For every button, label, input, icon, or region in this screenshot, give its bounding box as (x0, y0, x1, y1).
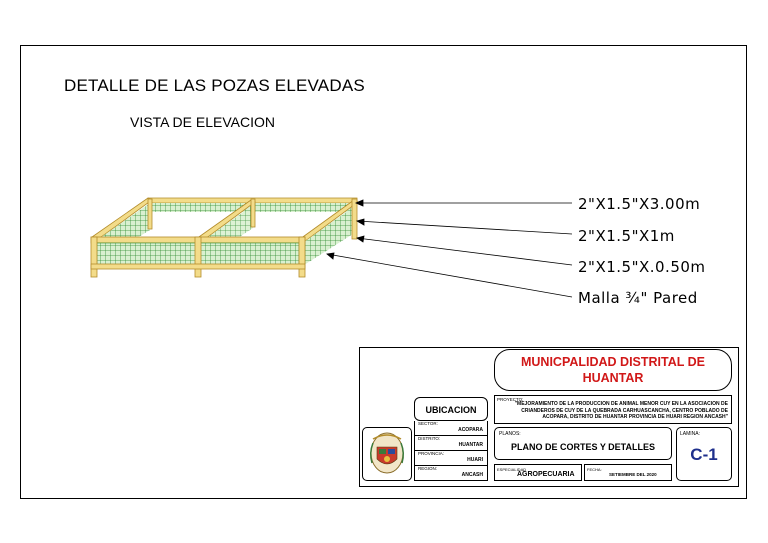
provincia-key: PROVINCIA: (418, 451, 445, 456)
location-region (414, 466, 488, 481)
planos-box (494, 427, 672, 460)
lamina-box (676, 427, 732, 481)
lamina-value: C-1 (690, 445, 718, 464)
distrito-key: DISTRITO: (418, 436, 441, 441)
seal-frame (362, 427, 412, 481)
pen-structure (91, 198, 358, 277)
project-box (494, 395, 732, 424)
distrito-value: HUANTAR (458, 442, 483, 448)
callout-leaders (327, 200, 572, 297)
callout-label-rail-3m: 2"X1.5"X3.00m (578, 195, 701, 213)
ubicacion-header: UBICACION (414, 397, 488, 421)
region-value: ANCASH (461, 472, 483, 478)
project-label: PROYECTO: (497, 397, 524, 402)
callout-label-rail-050m: 2"X1.5"X.0.50m (578, 258, 706, 276)
location-sector (414, 421, 488, 436)
especialidad-label: ESPECIALIDAD (497, 467, 527, 472)
location-provincia (414, 451, 488, 466)
lamina-label: LAMINA: (680, 431, 701, 437)
sector-value: ACOPARA (458, 427, 483, 433)
planos-label: PLANOS: (499, 431, 521, 437)
especialidad-value: AGROPECUARIA (517, 471, 575, 478)
especialidad-box (494, 464, 582, 481)
callout-label-rail-1m: 2"X1.5"X1m (578, 227, 675, 245)
municipality-name: MUNICPALIDAD DISTRITAL DE HUANTAR (494, 349, 732, 391)
drawing-title: DETALLE DE LAS POZAS ELEVADAS (64, 76, 365, 95)
fecha-box (584, 464, 672, 481)
project-text: "MEJORAMIENTO DE LA PRODUCCION DE ANIMAL MENOR CUY EN LA ASOCIACION DE CRIANDEROS DE CUY DE LA QUEBRADA CARHUASCANCHA, CENTRO POBLADO DE ACOPARA, DISTRITO DE HUANTAR PROVINCIA DE HUARI REGION ANCASH" (514, 401, 728, 420)
planos-value: PLANO DE CORTES Y DETALLES (510, 442, 656, 452)
location-distrito (414, 436, 488, 451)
region-key: REGION: (418, 466, 438, 471)
callout-label-mesh: Malla ¾" Pared (578, 289, 698, 307)
fecha-value: SETIEMBRE DEL 2020 (609, 472, 657, 477)
sector-key: SECTOR: (418, 421, 438, 426)
drawing-subtitle: VISTA DE ELEVACION (130, 114, 275, 130)
fecha-label: FECHA: (587, 467, 602, 472)
provincia-value: HUARI (467, 457, 483, 463)
